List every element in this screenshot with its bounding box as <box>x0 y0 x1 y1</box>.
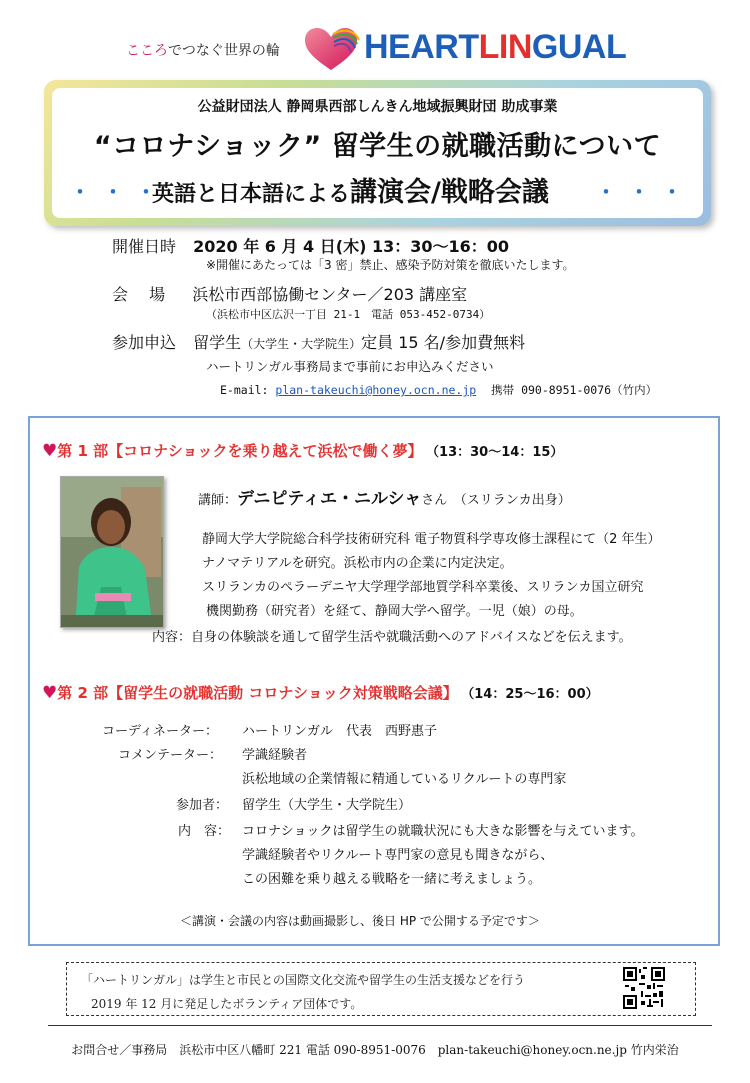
date-note: ※開催にあたっては「3 密」禁止、感染予防対策を徹底いたします。 <box>206 258 575 272</box>
tagline <box>126 40 280 60</box>
apply-value-a: 留学生 <box>193 333 242 352</box>
dots-left: ・・・ <box>70 180 169 204</box>
part1-heading <box>42 440 563 461</box>
title-frame <box>44 80 711 226</box>
apply-value-c: 定員 15 名/参加費無料 <box>361 333 526 352</box>
part1-title: 第 1 部【コロナショックを乗り越えて浜松で働く夢】 <box>57 442 423 460</box>
title-inner <box>52 88 703 218</box>
tagline-highlight: こころ <box>126 43 168 59</box>
date-row <box>112 234 509 257</box>
footer-divider <box>48 1025 712 1026</box>
org-line: 「ハートリンガル」は学生と市民との国際文化交流や留学生の生活支援などを行う <box>81 973 526 987</box>
date-label: 開催日時 <box>112 237 177 256</box>
participant-value: 留学生（大学生・大学院生） <box>242 798 412 813</box>
qr-code-icon[interactable] <box>623 967 665 1009</box>
dots-right: ・・・ <box>596 180 695 204</box>
bio-line: スリランカのペラーデニヤ大学理学部地質学科卒業後、スリランカ国立研究 <box>202 580 644 595</box>
commentator-label: コメンテーター： <box>118 748 223 763</box>
title-line3-a: 英語と日本語による <box>152 182 351 207</box>
contact-row <box>220 382 657 398</box>
lecturer-name: デニピティエ・ニルシャ <box>237 489 422 509</box>
lecturer-line <box>198 484 571 509</box>
apply-label: 参加申込 <box>112 333 177 352</box>
title-line3-b: 講演会/戦略会議 <box>350 177 549 208</box>
venue-row <box>112 282 467 305</box>
org-line: 2019 年 12 月に発足したボランティア団体です。 <box>91 997 363 1011</box>
bio-line: ナノマテリアルを研究。浜松市内の企業に内定決定。 <box>202 556 513 571</box>
title-subline <box>52 170 703 210</box>
brand-part-3: GUAL <box>531 28 627 66</box>
brand-part-1: HEART <box>364 28 479 66</box>
email-link[interactable]: plan-takeuchi@honey.ocn.ne.jp <box>275 383 477 397</box>
lecturer-label: 講師： <box>198 493 238 508</box>
part2-title: 第 2 部【留学生の就職活動 コロナショック対策戦略会議】 <box>57 684 458 702</box>
coordinator-value: ハートリンガル 代表 西野惠子 <box>242 724 438 739</box>
footer-contact: お問合せ／事務局 浜松市中区八幡町 221 電話 090-8951-0076 plan-takeuchi@honey.ocn.ne.jp 竹内栄治 <box>71 1043 679 1057</box>
part2-content-label: 内 容： <box>178 824 231 839</box>
part2-heading <box>42 682 599 703</box>
venue-address: （浜松市中区広沢一丁目 21-1 電話 053-452-0734） <box>206 308 491 321</box>
brand-part-2: LIN <box>478 28 532 66</box>
part1-time: （13：30～14：15） <box>432 445 564 460</box>
email-label: E-mail: <box>220 383 269 397</box>
apply-value-b: （大学生・大学院生） <box>241 337 362 351</box>
recording-note: ＜講演・会議の内容は動画撮影し、後日 HP で公開する予定です＞ <box>180 914 540 928</box>
lecturer-suffix: さん （スリランカ出身） <box>421 493 571 508</box>
sponsor-line: 公益財団法人 静岡県西部しんきん地域振興財団 助成事業 <box>197 99 558 115</box>
venue-label: 会 場 <box>112 285 166 304</box>
part2-content-line: 学識経験者やリクルート専門家の意見も聞きながら、 <box>242 848 554 863</box>
mobile-number: 携帯 090-8951-0076（竹内） <box>491 383 658 397</box>
part2-content-line: この困難を乗り越える戦略を一緒に考えましょう。 <box>242 872 542 887</box>
commentator-value: 学識経験者 <box>242 748 308 763</box>
coordinator-label: コーディネーター： <box>102 724 218 739</box>
bio-line: 静岡大学大学院総合科学技術研究科 電子物質科学専攻修士課程にて（2 年生） <box>202 532 661 547</box>
program-box <box>28 416 720 946</box>
part2-time: （14：25～16：00） <box>467 687 599 702</box>
apply-note: ハートリンガル事務局まで事前にお申込みください <box>206 359 494 374</box>
venue-value: 浜松市西部協働センター／203 講座室 <box>192 285 468 304</box>
date-value: 2020 年 6 月 4 日(木) 13：30～16：00 <box>193 237 510 256</box>
main-title: “コロナショック” 留学生の就職活動について <box>93 131 662 162</box>
lecturer-portrait-icon <box>61 477 164 628</box>
lecturer-photo <box>60 476 164 628</box>
logo-row <box>0 22 750 78</box>
heart-icon: ♥ <box>42 441 58 461</box>
bio-line: 機関勤務（研究者）を経て、静岡大学へ留学。一児（娘）の母。 <box>206 604 583 619</box>
part1-content: 内容：自身の体験談を通して留学生活や就職活動へのアドバイスなどを伝えます。 <box>152 630 632 645</box>
heart-icon: ♥ <box>42 683 58 703</box>
organization-box <box>66 962 696 1016</box>
tagline-text: でつなぐ世界の輪 <box>167 43 280 59</box>
apply-row <box>112 330 525 353</box>
participant-label: 参加者： <box>176 798 229 813</box>
part2-content-line: コロナショックは留学生の就職状況にも大きな影響を与えています。 <box>242 824 644 839</box>
commentator-value: 浜松地域の企業情報に精通しているリクルートの専門家 <box>242 772 567 787</box>
heart-logo-icon <box>303 26 361 72</box>
brand-wordmark <box>364 28 626 67</box>
title-line3 <box>152 170 549 209</box>
